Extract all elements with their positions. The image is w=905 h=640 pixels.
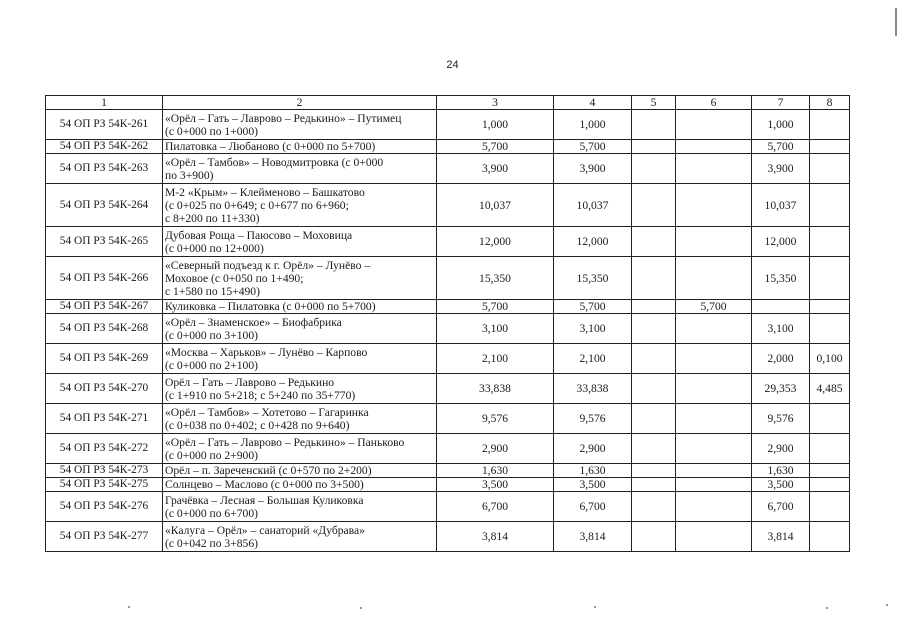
road-name-line: (с 0+042 по 3+856) xyxy=(165,536,259,550)
table-row xyxy=(46,478,850,492)
value-cell-6 xyxy=(676,344,752,374)
road-name-line: Дубовая Роща – Паюсово – Моховица xyxy=(165,228,353,242)
table-row xyxy=(46,257,850,300)
value-cell-5 xyxy=(632,464,676,478)
road-name-cell xyxy=(163,478,437,492)
road-name-line: с 8+200 по 11+330) xyxy=(165,211,260,225)
road-name-cell xyxy=(163,522,437,552)
value-cell-8 xyxy=(810,522,850,552)
value-cell-5 xyxy=(632,300,676,314)
table-row xyxy=(46,464,850,478)
header-cell-7: 7 xyxy=(752,96,810,110)
road-name-cell xyxy=(163,314,437,344)
table-row xyxy=(46,140,850,154)
value-cell-3: 12,000 xyxy=(437,227,554,257)
road-code-cell: 54 ОП РЗ 54К-277 xyxy=(46,522,163,552)
road-name-line: «Северный подъезд к г. Орёл» – Лунёво – xyxy=(165,258,371,272)
value-cell-6 xyxy=(676,184,752,227)
value-cell-3: 1,630 xyxy=(437,464,554,478)
value-cell-3: 3,900 xyxy=(437,154,554,184)
road-name-cell xyxy=(163,110,437,140)
road-name-line: по 3+900) xyxy=(165,168,214,182)
value-cell-4: 10,037 xyxy=(554,184,632,227)
value-cell-3: 2,900 xyxy=(437,434,554,464)
value-cell-6 xyxy=(676,374,752,404)
table-row xyxy=(46,184,850,227)
value-cell-3: 3,814 xyxy=(437,522,554,552)
road-name-line: Куликовка – Пилатовка (с 0+000 по 5+700) xyxy=(165,300,376,313)
value-cell-6 xyxy=(676,434,752,464)
road-code-cell: 54 ОП РЗ 54К-276 xyxy=(46,492,163,522)
road-name-line: Моховое (с 0+050 по 1+490; xyxy=(165,271,304,285)
road-name-cell xyxy=(163,492,437,522)
header-cell-1: 1 xyxy=(46,96,163,110)
road-code-cell: 54 ОП РЗ 54К-264 xyxy=(46,184,163,227)
road-name-line: «Орёл – Тамбов» – Хотетово – Гагаринка xyxy=(165,405,369,419)
table-header-row xyxy=(46,96,850,110)
roads-register-table xyxy=(45,95,850,552)
value-cell-8 xyxy=(810,140,850,154)
road-code-cell: 54 ОП РЗ 54К-268 xyxy=(46,314,163,344)
value-cell-4: 5,700 xyxy=(554,140,632,154)
header-cell-5: 5 xyxy=(632,96,676,110)
value-cell-8: 4,485 xyxy=(810,374,850,404)
value-cell-7: 3,900 xyxy=(752,154,810,184)
value-cell-7: 2,000 xyxy=(752,344,810,374)
road-code-cell: 54 ОП РЗ 54К-270 xyxy=(46,374,163,404)
value-cell-8 xyxy=(810,434,850,464)
value-cell-7 xyxy=(752,300,810,314)
scan-dot xyxy=(594,606,596,608)
road-name-line: Грачёвка – Лесная – Большая Куликовка xyxy=(165,493,364,507)
value-cell-8 xyxy=(810,404,850,434)
value-cell-7: 10,037 xyxy=(752,184,810,227)
value-cell-4: 3,500 xyxy=(554,478,632,492)
value-cell-5 xyxy=(632,434,676,464)
value-cell-7: 1,000 xyxy=(752,110,810,140)
value-cell-4: 3,100 xyxy=(554,314,632,344)
road-name-cell xyxy=(163,434,437,464)
value-cell-8 xyxy=(810,154,850,184)
value-cell-6 xyxy=(676,227,752,257)
road-name-cell xyxy=(163,140,437,154)
page-number: 24 xyxy=(446,59,459,71)
value-cell-7: 1,630 xyxy=(752,464,810,478)
road-code-cell: 54 ОП РЗ 54К-271 xyxy=(46,404,163,434)
road-code-cell: 54 ОП РЗ 54К-261 xyxy=(46,110,163,140)
value-cell-3: 6,700 xyxy=(437,492,554,522)
table-row xyxy=(46,492,850,522)
value-cell-3: 5,700 xyxy=(437,140,554,154)
value-cell-3: 9,576 xyxy=(437,404,554,434)
value-cell-7: 3,500 xyxy=(752,478,810,492)
value-cell-5 xyxy=(632,522,676,552)
value-cell-3: 1,000 xyxy=(437,110,554,140)
value-cell-8 xyxy=(810,300,850,314)
value-cell-7: 15,350 xyxy=(752,257,810,300)
value-cell-4: 1,000 xyxy=(554,110,632,140)
road-name-cell xyxy=(163,154,437,184)
road-name-line: М-2 «Крым» – Клейменово – Башкатово xyxy=(165,185,365,199)
value-cell-5 xyxy=(632,314,676,344)
road-name-line: с 1+580 по 15+490) xyxy=(165,284,260,298)
table-row xyxy=(46,154,850,184)
road-code-cell: 54 ОП РЗ 54К-269 xyxy=(46,344,163,374)
road-name-line: Орёл – п. Зареченский (с 0+570 по 2+200) xyxy=(165,464,372,477)
road-code-cell: 54 ОП РЗ 54К-275 xyxy=(46,478,163,492)
value-cell-6 xyxy=(676,140,752,154)
value-cell-4: 5,700 xyxy=(554,300,632,314)
value-cell-3: 3,500 xyxy=(437,478,554,492)
table-row xyxy=(46,227,850,257)
value-cell-5 xyxy=(632,257,676,300)
road-name-line: «Калуга – Орёл» – санаторий «Дубрава» xyxy=(165,523,365,537)
scan-dot xyxy=(128,606,130,608)
value-cell-5 xyxy=(632,478,676,492)
road-name-line: (с 0+000 по 1+000) xyxy=(165,124,259,138)
header-cell-6: 6 xyxy=(676,96,752,110)
value-cell-7: 6,700 xyxy=(752,492,810,522)
value-cell-7: 9,576 xyxy=(752,404,810,434)
value-cell-7: 3,100 xyxy=(752,314,810,344)
road-name-cell xyxy=(163,374,437,404)
value-cell-5 xyxy=(632,404,676,434)
table-row xyxy=(46,110,850,140)
value-cell-3: 10,037 xyxy=(437,184,554,227)
value-cell-6 xyxy=(676,110,752,140)
value-cell-8 xyxy=(810,464,850,478)
table-row xyxy=(46,344,850,374)
road-name-cell xyxy=(163,344,437,374)
value-cell-4: 2,100 xyxy=(554,344,632,374)
value-cell-4: 33,838 xyxy=(554,374,632,404)
value-cell-4: 15,350 xyxy=(554,257,632,300)
value-cell-8 xyxy=(810,227,850,257)
road-name-line: Орёл – Гать – Лаврово – Редькино xyxy=(165,375,335,389)
value-cell-5 xyxy=(632,154,676,184)
road-name-line: (с 0+000 по 12+000) xyxy=(165,241,264,255)
value-cell-5 xyxy=(632,110,676,140)
value-cell-7: 5,700 xyxy=(752,140,810,154)
value-cell-4: 3,814 xyxy=(554,522,632,552)
road-name-line: (с 0+038 по 0+402; с 0+428 по 9+640) xyxy=(165,418,350,432)
value-cell-6 xyxy=(676,257,752,300)
value-cell-6 xyxy=(676,492,752,522)
header-cell-4: 4 xyxy=(554,96,632,110)
road-name-cell xyxy=(163,300,437,314)
value-cell-5 xyxy=(632,140,676,154)
value-cell-4: 3,900 xyxy=(554,154,632,184)
header-cell-3: 3 xyxy=(437,96,554,110)
road-name-line: (с 0+025 по 0+649; с 0+677 по 6+960; xyxy=(165,198,349,212)
scan-dot xyxy=(826,607,828,609)
value-cell-8 xyxy=(810,314,850,344)
road-name-line: «Орёл – Знаменское» – Биофабрика xyxy=(165,315,342,329)
road-name-cell xyxy=(163,257,437,300)
value-cell-8 xyxy=(810,110,850,140)
value-cell-7: 3,814 xyxy=(752,522,810,552)
value-cell-7: 2,900 xyxy=(752,434,810,464)
road-name-line: «Орёл – Гать – Лаврово – Редькино» – Паньково xyxy=(165,435,405,449)
road-code-cell: 54 ОП РЗ 54К-272 xyxy=(46,434,163,464)
road-name-line: «Орёл – Тамбов» – Новодмитровка (с 0+000 xyxy=(165,155,384,169)
value-cell-4: 6,700 xyxy=(554,492,632,522)
scan-dot xyxy=(360,607,362,609)
road-name-line: «Орёл – Гать – Лаврово – Редькино» – Путимец xyxy=(165,111,402,125)
road-code-cell: 54 ОП РЗ 54К-266 xyxy=(46,257,163,300)
scan-dot xyxy=(886,604,888,606)
road-code-cell: 54 ОП РЗ 54К-267 xyxy=(46,300,163,314)
value-cell-6: 5,700 xyxy=(676,300,752,314)
value-cell-5 xyxy=(632,492,676,522)
value-cell-3: 15,350 xyxy=(437,257,554,300)
road-name-line: (с 1+910 по 5+218; с 5+240 по 35+770) xyxy=(165,388,356,402)
value-cell-6 xyxy=(676,314,752,344)
value-cell-3: 3,100 xyxy=(437,314,554,344)
value-cell-8: 0,100 xyxy=(810,344,850,374)
road-name-cell xyxy=(163,227,437,257)
value-cell-4: 9,576 xyxy=(554,404,632,434)
road-code-cell: 54 ОП РЗ 54К-262 xyxy=(46,140,163,154)
scan-edge-mark xyxy=(895,8,897,36)
header-cell-2: 2 xyxy=(163,96,437,110)
value-cell-6 xyxy=(676,464,752,478)
road-code-cell: 54 ОП РЗ 54К-265 xyxy=(46,227,163,257)
table-row xyxy=(46,374,850,404)
value-cell-7: 12,000 xyxy=(752,227,810,257)
road-name-cell xyxy=(163,404,437,434)
road-name-line: (с 0+000 по 6+700) xyxy=(165,506,259,520)
value-cell-8 xyxy=(810,492,850,522)
road-code-cell: 54 ОП РЗ 54К-263 xyxy=(46,154,163,184)
value-cell-4: 2,900 xyxy=(554,434,632,464)
value-cell-8 xyxy=(810,478,850,492)
value-cell-6 xyxy=(676,404,752,434)
value-cell-3: 2,100 xyxy=(437,344,554,374)
road-name-line: (с 0+000 по 2+100) xyxy=(165,358,259,372)
value-cell-6 xyxy=(676,478,752,492)
value-cell-7: 29,353 xyxy=(752,374,810,404)
scan-dust-marks xyxy=(0,604,905,614)
value-cell-5 xyxy=(632,374,676,404)
value-cell-4: 1,630 xyxy=(554,464,632,478)
table-row xyxy=(46,404,850,434)
value-cell-3: 33,838 xyxy=(437,374,554,404)
road-name-line: Пилатовка – Любаново (с 0+000 по 5+700) xyxy=(165,140,376,153)
table-row xyxy=(46,522,850,552)
value-cell-5 xyxy=(632,344,676,374)
road-name-line: «Москва – Харьков» – Лунёво – Карпово xyxy=(165,345,368,359)
value-cell-3: 5,700 xyxy=(437,300,554,314)
value-cell-5 xyxy=(632,184,676,227)
value-cell-8 xyxy=(810,257,850,300)
road-name-line: (с 0+000 по 3+100) xyxy=(165,328,259,342)
road-code-cell: 54 ОП РЗ 54К-273 xyxy=(46,464,163,478)
table-row xyxy=(46,300,850,314)
road-name-line: Солнцево – Маслово (с 0+000 по 3+500) xyxy=(165,478,364,491)
table-row xyxy=(46,314,850,344)
value-cell-5 xyxy=(632,227,676,257)
table-row xyxy=(46,434,850,464)
value-cell-6 xyxy=(676,522,752,552)
road-name-cell xyxy=(163,184,437,227)
road-name-cell xyxy=(163,464,437,478)
value-cell-4: 12,000 xyxy=(554,227,632,257)
value-cell-6 xyxy=(676,154,752,184)
table-body xyxy=(46,96,850,552)
value-cell-8 xyxy=(810,184,850,227)
header-cell-8: 8 xyxy=(810,96,850,110)
road-name-line: (с 0+000 по 2+900) xyxy=(165,448,259,462)
